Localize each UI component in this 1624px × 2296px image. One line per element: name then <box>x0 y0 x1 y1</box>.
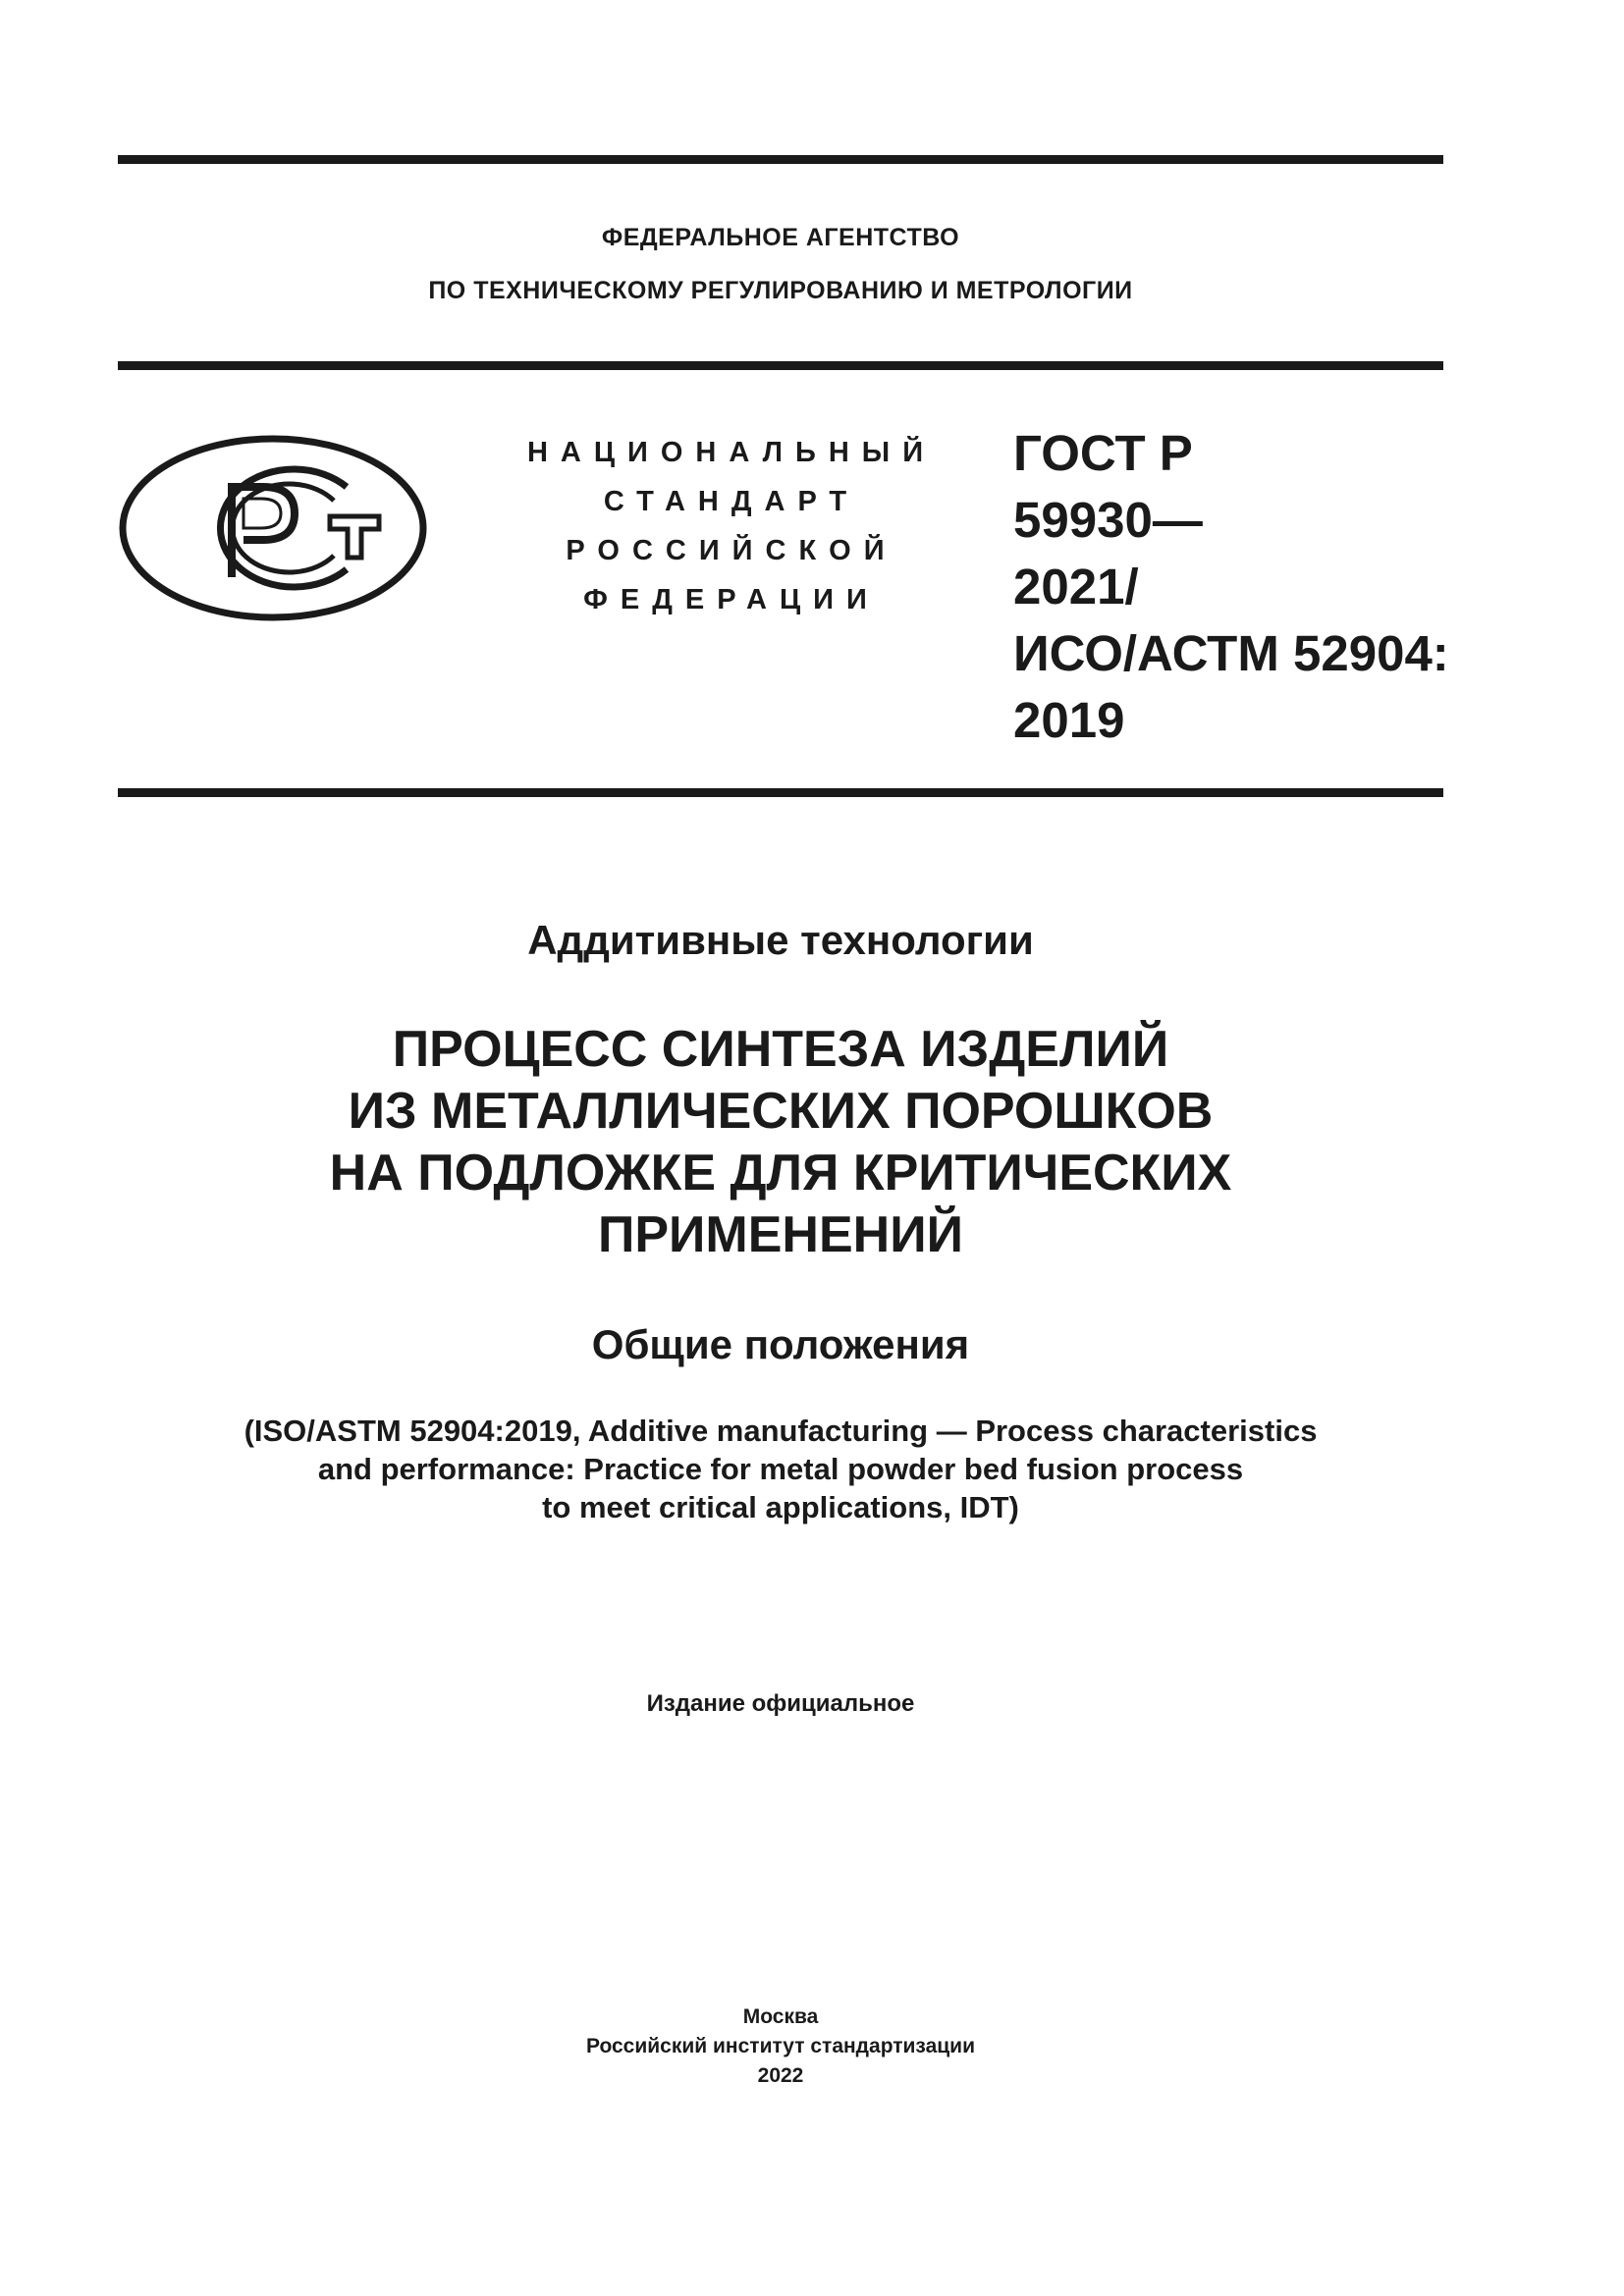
rst-logo-icon <box>116 430 430 626</box>
document-subtitle: Аддитивные технологии <box>527 917 1034 963</box>
standard-designation <box>1013 420 1449 754</box>
publisher-name: Российский институт стандартизации <box>585 2035 976 2057</box>
publication-year: 2022 <box>757 2064 804 2087</box>
national-standard-line: СТАНДАРТ <box>603 486 860 517</box>
national-standard-label <box>491 428 972 624</box>
header-divider <box>118 361 1443 370</box>
iso-reference-line: and performance: Practice for metal powder bed fusion process <box>317 1452 1244 1486</box>
title-line: ПРИМЕНЕНИЙ <box>598 1206 963 1263</box>
general-provisions-heading: Общие положения <box>591 1321 970 1367</box>
iso-reference-line: (ISO/ASTM 52904:2019, Additive manufacturing — Process characteristics <box>244 1414 1318 1448</box>
publisher-city: Москва <box>742 2005 819 2028</box>
designation-line: 2019 <box>1013 692 1125 748</box>
designation-line: ИСО/АСТМ 52904: <box>1013 625 1449 681</box>
national-standard-line: РОССИЙСКОЙ <box>566 535 897 566</box>
title-divider <box>118 788 1443 797</box>
iso-reference <box>118 1412 1443 1526</box>
iso-reference-line: to meet critical applications, IDT) <box>542 1490 1019 1524</box>
publisher-block <box>118 2002 1443 2091</box>
title-line: ИЗ МЕТАЛЛИЧЕСКИХ ПОРОШКОВ <box>348 1083 1214 1140</box>
designation-line: 59930— <box>1013 492 1203 548</box>
title-line: ПРОЦЕСС СИНТЕЗА ИЗДЕЛИЙ <box>392 1021 1169 1078</box>
national-standard-line: НАЦИОНАЛЬНЫЙ <box>526 437 937 468</box>
official-edition-label: Издание официальное <box>646 1690 915 1717</box>
agency-name-line-1: ФЕДЕРАЛЬНОЕ АГЕНТСТВО <box>601 224 960 251</box>
document-title <box>118 1019 1443 1266</box>
agency-name-line-2: ПО ТЕХНИЧЕСКОМУ РЕГУЛИРОВАНИЮ И МЕТРОЛОГИИ <box>428 277 1133 304</box>
national-standard-line: ФЕДЕРАЦИИ <box>583 584 880 615</box>
top-divider <box>118 155 1443 164</box>
title-line: НА ПОДЛОЖКЕ ДЛЯ КРИТИЧЕСКИХ <box>329 1145 1232 1201</box>
designation-line: ГОСТ Р <box>1013 425 1193 481</box>
designation-line: 2021/ <box>1013 559 1139 614</box>
